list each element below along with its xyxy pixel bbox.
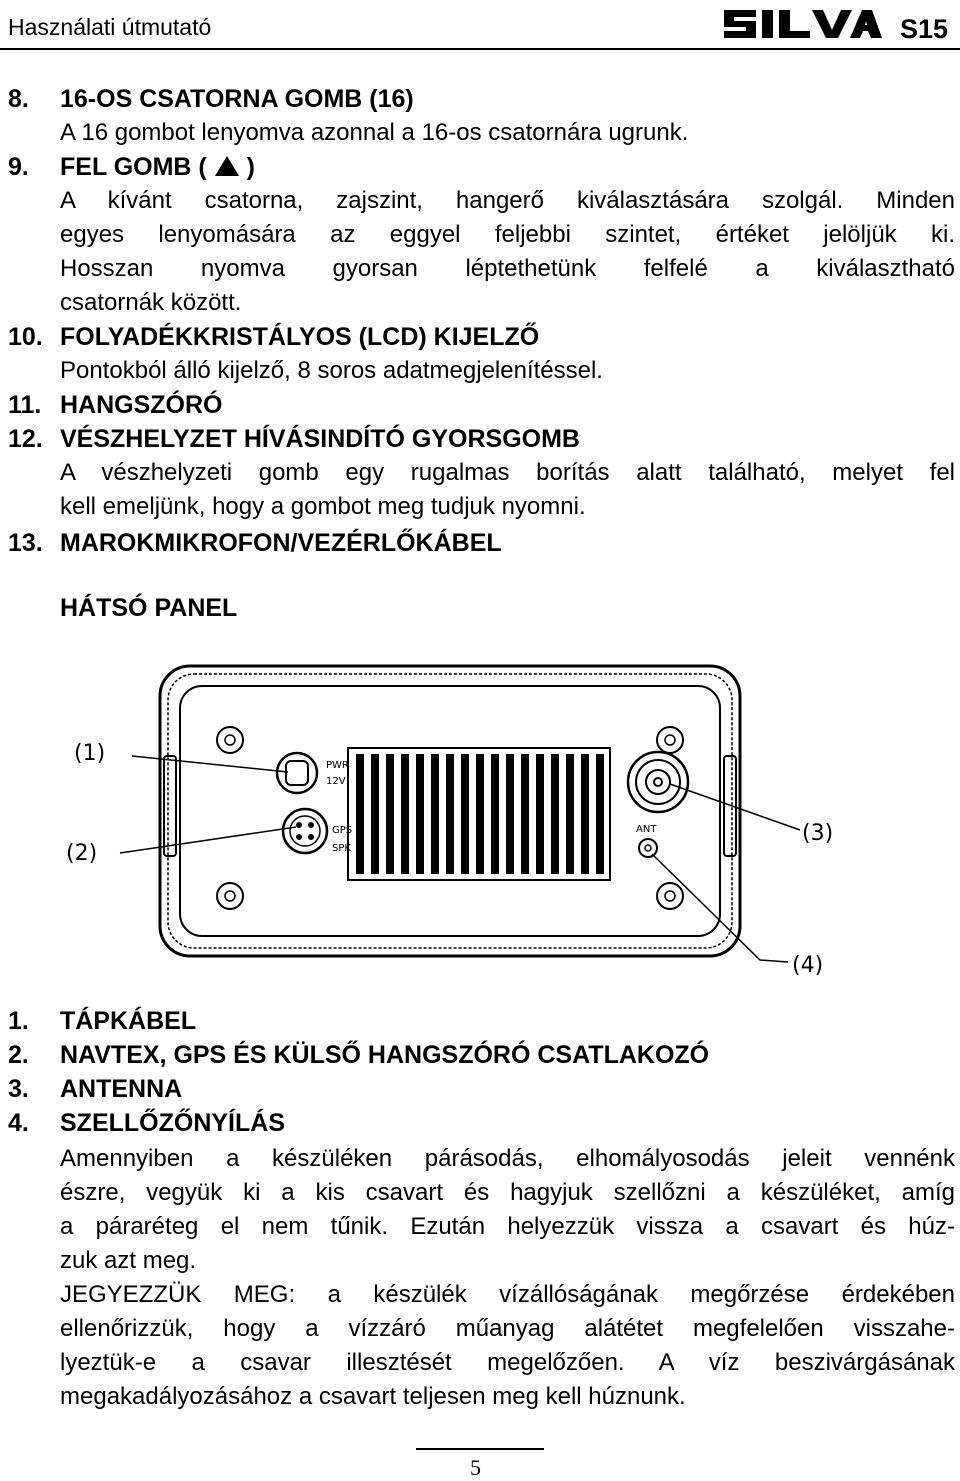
item-8-heading bbox=[8, 82, 958, 116]
pwr-label: PWR bbox=[326, 760, 349, 771]
ant-label: ANT bbox=[636, 824, 657, 835]
vent-line-1: Amennyiben a készüléken párásodás, elhomályosodás jeleit vennénk bbox=[60, 1145, 955, 1172]
item-10-body: Pontokból álló kijelző, 8 soros adatmegjelenítéssel. bbox=[60, 357, 603, 384]
item-10-heading bbox=[8, 320, 958, 354]
item-number: 8. bbox=[8, 85, 29, 113]
item-12-line-1: A vészhelyzeti gomb egy rugalmas borítás alatt található, melyet fel bbox=[60, 459, 955, 486]
silva-logo bbox=[722, 6, 882, 42]
header-rule bbox=[0, 48, 960, 50]
panel-item-1 bbox=[8, 1004, 958, 1038]
item-title: 16-OS CSATORNA GOMB (16) bbox=[60, 85, 414, 113]
header-title: Használati útmutató bbox=[8, 14, 212, 40]
item-number: 13. bbox=[8, 529, 43, 557]
spk-label: SPK bbox=[332, 843, 351, 854]
item-title: FOLYADÉKKRISTÁLYOS (LCD) KIJELZŐ bbox=[60, 323, 540, 351]
item-13-heading bbox=[8, 526, 958, 560]
item-9-heading bbox=[8, 150, 958, 184]
item-9-line-2: egyes lenyomására az eggyel feljebbi szintet, értéket jelöljük ki. bbox=[60, 221, 955, 248]
item-title: MAROKMIKROFON/VEZÉRLŐKÁBEL bbox=[60, 529, 502, 557]
page-number: 5 bbox=[470, 1455, 481, 1480]
section-title: HÁTSÓ PANEL bbox=[60, 594, 238, 622]
page-header bbox=[0, 0, 960, 52]
item-title: TÁPKÁBEL bbox=[60, 1007, 197, 1035]
item-number: 4. bbox=[8, 1109, 29, 1137]
vent-line-3: a páraréteg el nem tűnik. Ezután helyezzük vissza a csavart és húz- bbox=[60, 1213, 955, 1240]
item-title: VÉSZHELYZET HÍVÁSINDÍTÓ GYORSGOMB bbox=[60, 425, 580, 453]
gps-label: GPS bbox=[332, 825, 353, 836]
vent-line-2: észre, vegyük ki a kis csavart és hagyjuk szellőzni a készüléket, amíg bbox=[60, 1179, 955, 1206]
item-number: 1. bbox=[8, 1007, 29, 1035]
item-title: NAVTEX, GPS ÉS KÜLSŐ HANGSZÓRÓ CSATLAKOZÓ bbox=[60, 1041, 710, 1069]
vent-line-4: zuk azt meg. bbox=[60, 1247, 197, 1274]
item-title: ANTENNA bbox=[60, 1075, 183, 1103]
footer-rule bbox=[416, 1448, 544, 1450]
item-12-line-2: kell emeljünk, hogy a gombot meg tudjuk nyomni. bbox=[60, 493, 586, 520]
item-number: 3. bbox=[8, 1075, 29, 1103]
up-triangle-icon bbox=[214, 155, 240, 177]
item-9-line-3: Hosszan nyomva gyorsan léptethetünk felfelé a kiválasztható bbox=[60, 255, 955, 282]
item-title: HANGSZÓRÓ bbox=[60, 391, 223, 419]
item-number: 11. bbox=[8, 391, 42, 419]
item-11-heading bbox=[8, 388, 958, 422]
item-number: 9. bbox=[8, 153, 29, 181]
callout-4: (4) bbox=[792, 953, 824, 978]
item-12-heading bbox=[8, 422, 958, 456]
callout-2: (2) bbox=[66, 841, 98, 866]
item-title-post: ) bbox=[246, 153, 255, 181]
panel-item-4 bbox=[8, 1106, 958, 1140]
item-9-line-4: csatornák között. bbox=[60, 289, 242, 316]
item-title-pre: FEL GOMB ( bbox=[60, 153, 207, 181]
item-number: 2. bbox=[8, 1041, 29, 1069]
note-line-2: ellenőrizzük, hogy a vízzáró műanyag alátétet megfelelően visszahe- bbox=[60, 1315, 955, 1342]
item-title: SZELLŐZŐNYÍLÁS bbox=[60, 1109, 285, 1137]
item-9-line-1: A kívánt csatorna, zajszint, hangerő kiválasztására szolgál. Minden bbox=[60, 187, 955, 214]
panel-item-2 bbox=[8, 1038, 958, 1072]
note-line-4: megakadályozásához a csavart teljesen meg kell húznunk. bbox=[60, 1383, 686, 1410]
panel-item-3 bbox=[8, 1072, 958, 1106]
item-number: 10. bbox=[8, 323, 43, 351]
note-line-1: JEGYEZZÜK MEG: a készülék vízállóságának megőrzése érdekében bbox=[60, 1281, 955, 1308]
model-name: S15 bbox=[900, 14, 949, 44]
callout-1: (1) bbox=[74, 741, 106, 766]
note-line-3: lyeztük-e a csavar illesztését megelőzően. A víz beszivárgásának bbox=[60, 1349, 955, 1376]
volt-label: 12V bbox=[326, 776, 346, 787]
item-number: 12. bbox=[8, 425, 43, 453]
item-8-body: A 16 gombot lenyomva azonnal a 16-os csatornára ugrunk. bbox=[60, 119, 689, 146]
callout-3: (3) bbox=[802, 821, 834, 846]
rear-panel-diagram bbox=[60, 660, 840, 980]
